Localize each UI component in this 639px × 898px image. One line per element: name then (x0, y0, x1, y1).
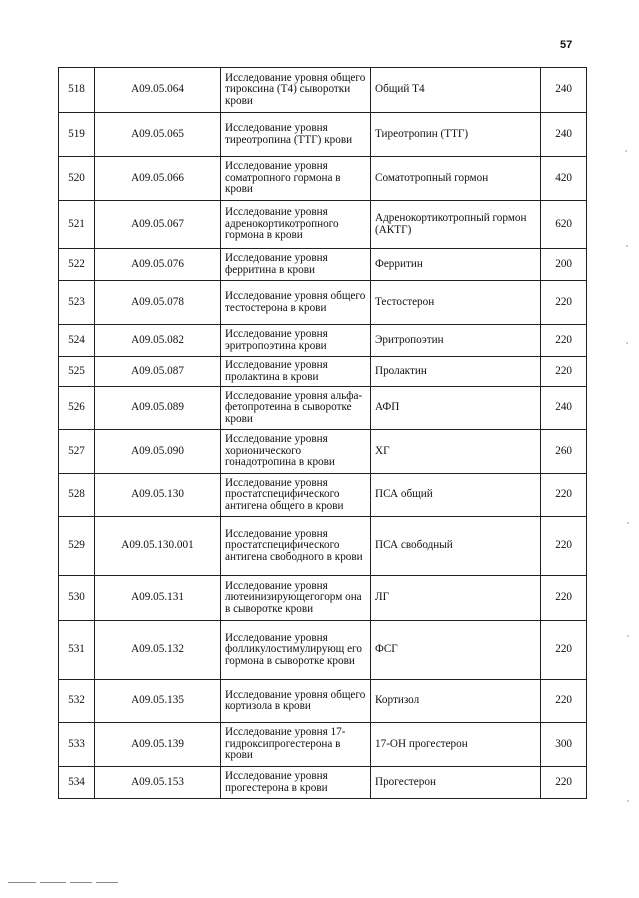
service-name: Исследование уровня простатспецифического антигена общего в крови (221, 474, 371, 517)
service-price: 220 (541, 281, 587, 325)
service-short-name: ПСА свободный (371, 517, 541, 576)
footer-line (40, 882, 66, 883)
scan-speck (626, 245, 628, 247)
service-price: 260 (541, 430, 587, 474)
row-number: 526 (59, 387, 95, 430)
service-short-name: ПСА общий (371, 474, 541, 517)
table-row (59, 325, 587, 357)
service-short-name: Тестостерон (371, 281, 541, 325)
service-price: 220 (541, 474, 587, 517)
service-short-name: Ферритин (371, 249, 541, 281)
scan-speck (627, 522, 629, 524)
service-code: A09.05.130 (95, 474, 221, 517)
service-code: A09.05.089 (95, 387, 221, 430)
service-short-name: ЛГ (371, 576, 541, 621)
row-number: 527 (59, 430, 95, 474)
table-row (59, 201, 587, 249)
service-price: 220 (541, 357, 587, 387)
service-name: Исследование уровня ферритина в крови (221, 249, 371, 281)
service-name: Исследование уровня прогестерона в крови (221, 767, 371, 799)
row-number: 530 (59, 576, 95, 621)
row-number: 528 (59, 474, 95, 517)
service-name: Исследование уровня соматропного гормона в крови (221, 157, 371, 201)
row-number: 521 (59, 201, 95, 249)
table-row (59, 621, 587, 680)
price-table-body (59, 68, 587, 799)
service-short-name: Эритропоэтин (371, 325, 541, 357)
service-price: 420 (541, 157, 587, 201)
service-name: Исследование уровня пролактина в крови (221, 357, 371, 387)
service-code: A09.05.067 (95, 201, 221, 249)
table-row (59, 357, 587, 387)
service-name: Исследование уровня адренокортикотропного гормона в крови (221, 201, 371, 249)
service-short-name: АФП (371, 387, 541, 430)
table-row (59, 576, 587, 621)
service-code: A09.05.153 (95, 767, 221, 799)
service-code: A09.05.065 (95, 113, 221, 157)
service-name: Исследование уровня 17-гидроксипрогестерона в крови (221, 723, 371, 767)
service-name: Исследование уровня лютеинизирующегогорм она в сыворотке крови (221, 576, 371, 621)
footer-line (96, 882, 118, 883)
service-short-name: Общий Т4 (371, 68, 541, 113)
price-table (58, 67, 587, 799)
service-code: A09.05.066 (95, 157, 221, 201)
service-name: Исследование уровня простатспецифического антигена свободного в крови (221, 517, 371, 576)
table-row (59, 387, 587, 430)
service-price: 620 (541, 201, 587, 249)
service-short-name: Адренокортикотропный гормон (АКТГ) (371, 201, 541, 249)
row-number: 531 (59, 621, 95, 680)
page-number: 57 (560, 39, 573, 51)
table-row (59, 157, 587, 201)
service-code: A09.05.082 (95, 325, 221, 357)
service-price: 220 (541, 517, 587, 576)
service-price: 220 (541, 576, 587, 621)
row-number: 533 (59, 723, 95, 767)
service-price: 220 (541, 767, 587, 799)
row-number: 522 (59, 249, 95, 281)
row-number: 534 (59, 767, 95, 799)
service-price: 200 (541, 249, 587, 281)
service-short-name: Соматотропный гормон (371, 157, 541, 201)
service-code: A09.05.131 (95, 576, 221, 621)
service-price: 300 (541, 723, 587, 767)
service-short-name: ФСГ (371, 621, 541, 680)
row-number: 523 (59, 281, 95, 325)
service-code: A09.05.090 (95, 430, 221, 474)
service-price: 220 (541, 621, 587, 680)
scan-speck (626, 342, 628, 344)
service-name: Исследование уровня общего кортизола в крови (221, 680, 371, 723)
table-row (59, 68, 587, 113)
service-price: 240 (541, 387, 587, 430)
service-name: Исследование уровня хорионического гонадотропина в крови (221, 430, 371, 474)
service-code: A09.05.135 (95, 680, 221, 723)
row-number: 520 (59, 157, 95, 201)
scan-speck (625, 150, 627, 152)
service-name: Исследование уровня общего тестостерона в крови (221, 281, 371, 325)
service-code: A09.05.076 (95, 249, 221, 281)
row-number: 525 (59, 357, 95, 387)
table-row (59, 113, 587, 157)
service-name: Исследование уровня альфа-фетопротеина в сыворотке крови (221, 387, 371, 430)
table-row (59, 767, 587, 799)
service-short-name: Пролактин (371, 357, 541, 387)
service-name: Исследование уровня общего тироксина (Т4) сыворотки крови (221, 68, 371, 113)
service-code: A09.05.078 (95, 281, 221, 325)
row-number: 524 (59, 325, 95, 357)
table-row (59, 474, 587, 517)
table-row (59, 249, 587, 281)
table-row (59, 430, 587, 474)
row-number: 518 (59, 68, 95, 113)
service-name: Исследование уровня эритропоэтина крови (221, 325, 371, 357)
table-row (59, 517, 587, 576)
service-short-name: Кортизол (371, 680, 541, 723)
scan-speck (627, 800, 629, 802)
service-short-name: Тиреотропин (ТТГ) (371, 113, 541, 157)
service-short-name: ХГ (371, 430, 541, 474)
service-short-name: 17-ОН прогестерон (371, 723, 541, 767)
service-code: A09.05.087 (95, 357, 221, 387)
row-number: 532 (59, 680, 95, 723)
table-row (59, 680, 587, 723)
footer-line (70, 882, 92, 883)
service-code: A09.05.132 (95, 621, 221, 680)
service-code: A09.05.064 (95, 68, 221, 113)
row-number: 519 (59, 113, 95, 157)
service-price: 240 (541, 68, 587, 113)
service-price: 220 (541, 680, 587, 723)
scan-speck (627, 635, 629, 637)
footer-line (8, 882, 36, 883)
table-row (59, 723, 587, 767)
service-name: Исследование уровня тиреотропина (ТТГ) крови (221, 113, 371, 157)
service-code: A09.05.130.001 (95, 517, 221, 576)
service-short-name: Прогестерон (371, 767, 541, 799)
service-name: Исследование уровня фолликулостимулирующ его гормона в сыворотке крови (221, 621, 371, 680)
service-price: 220 (541, 325, 587, 357)
service-price: 240 (541, 113, 587, 157)
row-number: 529 (59, 517, 95, 576)
table-row (59, 281, 587, 325)
service-code: A09.05.139 (95, 723, 221, 767)
